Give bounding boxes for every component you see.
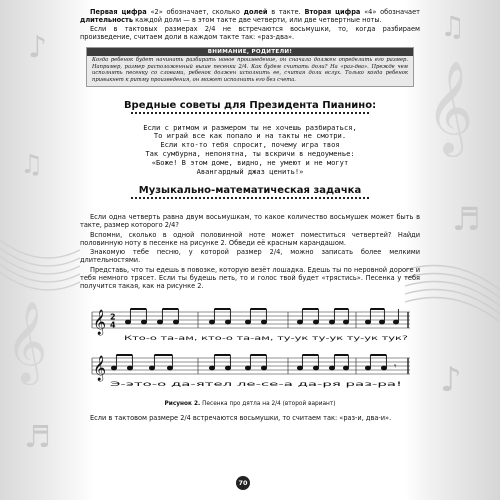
notice-text: Когда ребенок будет начинать разбирать новое произведение, он сначала должен определить его размер. Например, размер расположенный выше песенки 2/4. Как будем считать доли? На «раз-два». Прежде чем исполнять песенку со словами, ребенок должен исполнить ее, считая доли вслух. Только когда ребенок привыкнет к ритму произведения, он может исполнить его без счета. bbox=[92, 57, 408, 83]
eighth-note-pair bbox=[297, 309, 318, 324]
section-title: Музыкально-математическая задачка bbox=[138, 185, 362, 196]
parents-notice-box bbox=[86, 47, 414, 86]
section-math-task bbox=[80, 184, 420, 201]
staff-1-notes bbox=[125, 309, 398, 324]
staff-2 bbox=[92, 358, 410, 374]
music-score-figure bbox=[88, 296, 413, 396]
task-paragraph: Знакомую тебе песню, у которой размер 2/4, можно записать более мелкими длительностями. bbox=[80, 248, 420, 265]
eighth-note-pair bbox=[111, 355, 132, 370]
treble-clef-icon: 𝄞 bbox=[93, 309, 107, 335]
poem-line: Если кто-то тебя спросит, почему игра твоя bbox=[160, 140, 340, 150]
poem-line: Если с ритмом и размером ты не хочешь разбираться, bbox=[143, 122, 357, 132]
figure-caption: Рисунок 2. Песенка про дятла на 2/4 (второй вариант) bbox=[164, 400, 336, 407]
page-content bbox=[80, 6, 420, 422]
time-signature-top: 2 bbox=[110, 312, 116, 322]
eighth-note-pair bbox=[297, 355, 318, 370]
staff-2-notes bbox=[111, 355, 397, 372]
quarter-note bbox=[393, 309, 398, 324]
poem-line: Так сумбурна, непонятна, ты вскричи в недоуменье: bbox=[145, 149, 355, 159]
dotted-divider bbox=[131, 112, 369, 116]
music-note-icon: ♬ bbox=[452, 200, 481, 238]
eighth-note-pair bbox=[365, 309, 384, 324]
task-text bbox=[80, 213, 420, 291]
svg-text:𝄾: 𝄾 bbox=[394, 361, 397, 372]
treble-clef-icon: 𝄞 bbox=[6, 300, 48, 382]
task-paragraph: Представь, что ты едешь в повозке, которую везёт лошадка. Едешь ты по неровной дороге и тебя немного трясет. Если ты будешь петь, то и голос твой будет «трястись». Песенка у тебя получится такая, как на рисунке 2. bbox=[80, 265, 420, 291]
eighth-note-pair bbox=[245, 309, 266, 324]
eighth-note-pair bbox=[209, 355, 230, 370]
eighth-note-pair bbox=[365, 355, 386, 370]
lyrics-line-1: Кто-о та-ам, кто-о та-ам, ту-ук ту-ук ту-ук тук? bbox=[124, 334, 408, 342]
final-paragraph: Если в тактовом размере 2/4 встречаются восьмушки, то считаем так: «раз-и, два-и». bbox=[90, 413, 392, 422]
task-paragraph: Вспомни, сколько в одной половинной ноте может поместиться четвертей? Найди половинную ноту в песенке на рисунке 2. Обведи её красным карандашом. bbox=[80, 230, 420, 247]
eighth-note-pair bbox=[329, 355, 348, 370]
eighth-note-pair bbox=[329, 309, 348, 324]
section-title: Вредные советы для Президента Пианино: bbox=[123, 99, 377, 111]
intro-paragraph-2: Если в тактовых размерах 2/4 не встречаются восьмушки, то, когда разбираем произведение, считаем доли в каждом такте так: «раз-два». bbox=[80, 24, 420, 41]
eighth-note-pair bbox=[209, 309, 230, 324]
music-note-icon: ♫ bbox=[20, 150, 44, 180]
section-harmful-advice bbox=[80, 99, 420, 116]
treble-clef-icon: 𝄞 bbox=[426, 60, 474, 153]
music-note-icon: ♪ bbox=[440, 360, 462, 400]
eighth-note-pair bbox=[149, 355, 172, 370]
music-note-icon: ♬ bbox=[24, 420, 51, 455]
music-note-icon: ♪ bbox=[28, 30, 48, 65]
time-signature-bottom: 4 bbox=[110, 320, 116, 330]
lyrics-line-2: Э-это-о да-ятел ле-се-а да-ря раз-ра! bbox=[110, 380, 402, 388]
treble-clef-icon: 𝄞 bbox=[93, 355, 107, 381]
poem-line: «Боже! В этом доме, видно, не умеют и не могут bbox=[151, 158, 349, 168]
eighth-note-pair bbox=[157, 309, 178, 324]
poem bbox=[80, 124, 420, 177]
eighth-note-pair bbox=[245, 355, 266, 370]
dotted-divider bbox=[131, 197, 369, 201]
notice-title: ВНИМАНИЕ, РОДИТЕЛИ! bbox=[87, 48, 413, 56]
eighth-note-pair bbox=[125, 309, 146, 324]
staff-lines-icon bbox=[0, 210, 80, 320]
page-number: 70 bbox=[236, 476, 250, 490]
eighth-rest bbox=[394, 362, 397, 372]
staff-1 bbox=[92, 312, 410, 328]
poem-line: Авангардный джаз ценить!» bbox=[196, 167, 304, 177]
task-paragraph: Если одна четверть равна двум восьмушкам, то какое количество восьмушек может быть в такте, размер которого 2/4? bbox=[80, 213, 420, 230]
intro-paragraph-1: Первая цифра «2» обозначает, сколько долей в такте. Вторая цифра «4» обозначает длительность каждой доли — в этом такте две четверти, или две четвертные ноты. bbox=[80, 8, 420, 25]
music-note-icon: ♫ bbox=[440, 10, 466, 43]
poem-line: То играй все как попало и на такты не смотри. bbox=[153, 131, 347, 141]
